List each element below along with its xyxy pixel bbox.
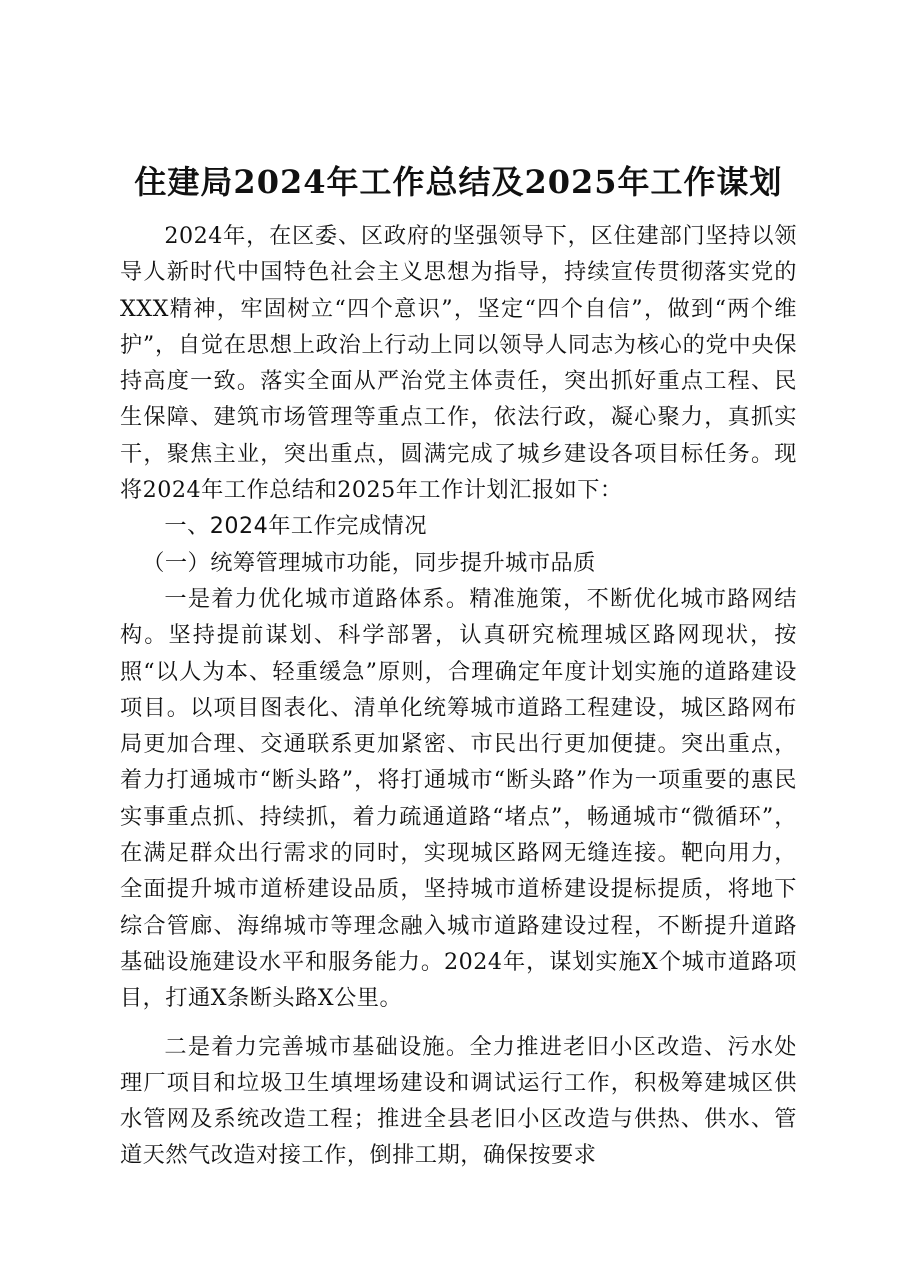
- subsection-heading: （一）统筹管理城市功能，同步提升城市品质: [142, 549, 596, 576]
- body-paragraph-2: 二是着力完善城市基础设施。全力推进老旧小区改造、污水处理厂项目和垃圾卫生填埋场建设和调试运行工作，积极筹建城区供水管网及系统改造工程；推进全县老旧小区改造与供热、供水、管道天然气改造对接工作，倒排工期，确保按要求: [120, 1033, 797, 1169]
- intro-paragraph: 2024年，在区委、区政府的坚强领导下，区住建部门坚持以领导人新时代中国特色社会主义思想为指导，持续宣传贯彻落实党的XXX精神，牢固树立“四个意识”，坚定“四个自信”，做到“两个维护”，自觉在思想上政治上行动上同以领导人同志为核心的党中央保持高度一致。落实全面从严治党主体责任，突出抓好重点工程、民生保障、建筑市场管理等重点工作，依法行政，凝心聚力，真抓实干，聚焦主业，突出重点，圆满完成了城乡建设各项目标任务。现将2024年工作总结和2025年工作计划汇报如下：: [120, 223, 797, 504]
- document-title: 住建局2024年工作总结及2025年工作谋划: [134, 163, 783, 201]
- section-heading: 一、2024年工作完成情况: [164, 513, 428, 540]
- body-paragraph-1: 一是着力优化城市道路体系。精准施策，不断优化城市路网结构。坚持提前谋划、科学部署，认真研究梳理城区路网现状，按照“以人为本、轻重缓急”原则，合理确定年度计划实施的道路建设项目。以项目图表化、清单化统筹城市道路工程建设，城区路网布局更加合理、交通联系更加紧密、市民出行更加便捷。突出重点，着力打通城市“断头路”，将打通城市“断头路”作为一项重要的惠民实事重点抓、持续抓，着力疏通道路“堵点”，畅通城市“微循环”，在满足群众出行需求的同时，实现城区路网无缝连接。靶向用力，全面提升城市道桥建设品质，坚持城市道桥建设提标提质，将地下综合管廊、海绵城市等理念融入城市道路建设过程，不断提升道路基础设施建设水平和服务能力。2024年，谋划实施X个城市道路项目，打通X条断头路X公里。: [120, 585, 797, 1012]
